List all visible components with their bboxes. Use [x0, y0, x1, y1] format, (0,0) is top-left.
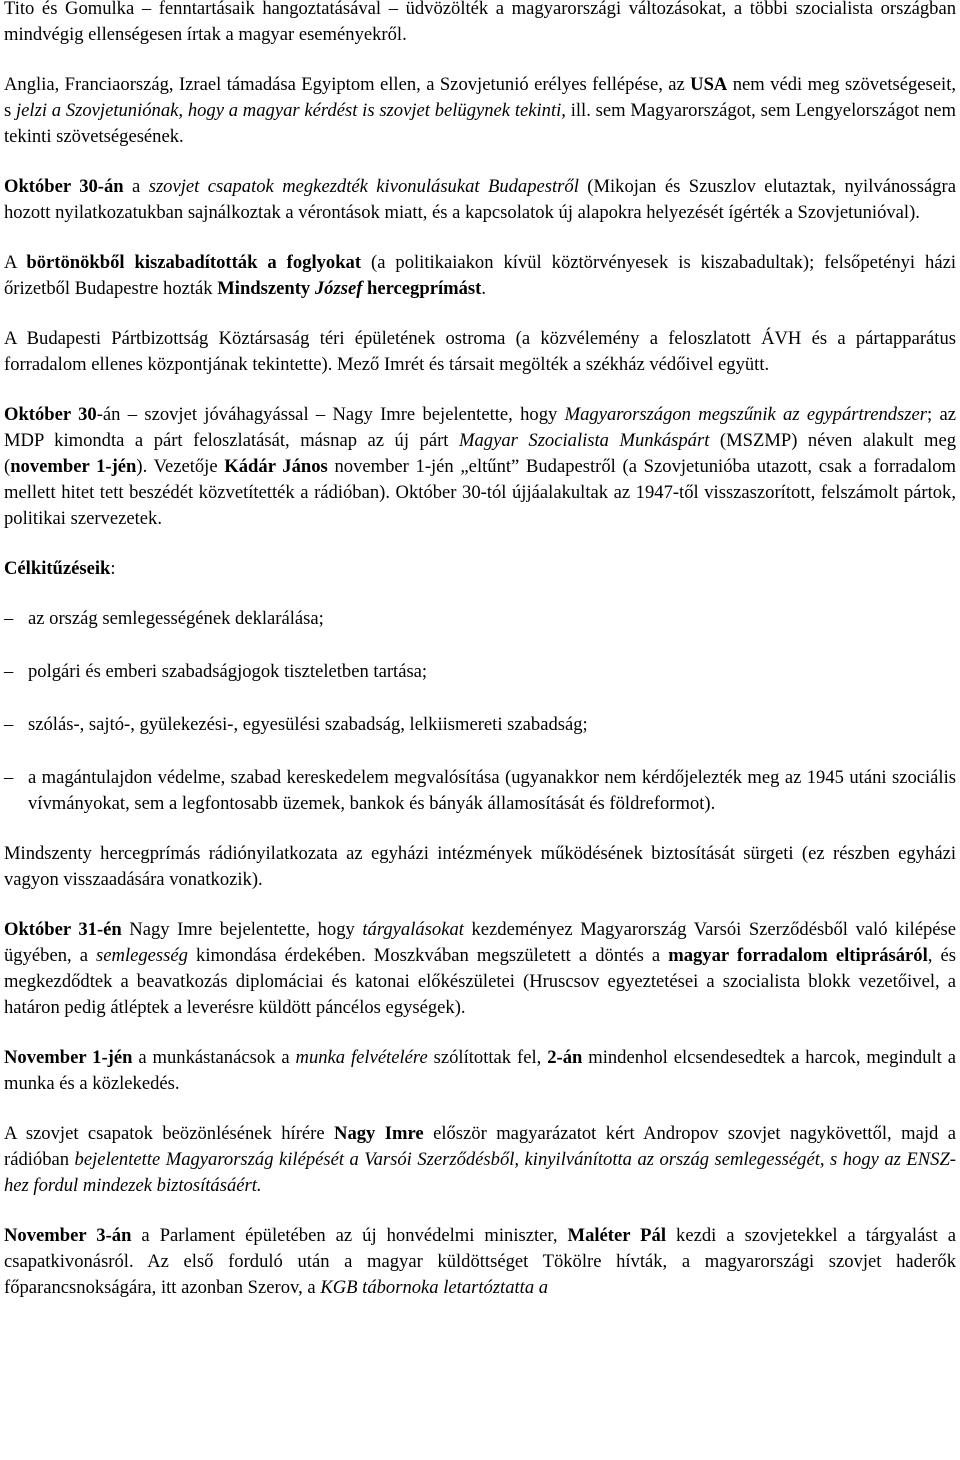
list-item	[4, 712, 956, 738]
text: november 1-jén „eltűnt” Budapestről (a Szovjetunióba utazott, csak a forradalom mellett hitet tett beszédét közvetítették a rádióban). Október 30-tól újjáalakultak az 1947-től visszaszorított, felszámolt pártok, politikai szervezetek.	[4, 456, 956, 529]
text: Mindszenty hercegprímás rádiónyilatkozata az egyházi intézmények működésének biztosítását sürgeti (ez részben egyházi vagyon visszaadására vonatkozik).	[4, 843, 956, 890]
text: kimondása érdekében. Moszkvában megszületett a döntés a	[187, 945, 669, 966]
date-heading: November 1-jén	[4, 1047, 133, 1068]
text: a Parlament épületében az új honvédelmi miniszter,	[131, 1225, 568, 1246]
text: (Mikojan és Szuszlov elutaztak, nyilvánosságra hozott nyilatkozatukban sajnálkoztak a vérontások miatt, és a kapcsolatok új alapokra helyezését ígérték a Szovjetunióval).	[4, 176, 957, 223]
bold-italic-inner: József	[314, 278, 363, 299]
paragraph-multiparty	[4, 402, 956, 532]
date-heading: November 3-án	[4, 1225, 132, 1246]
paragraph-mindszenty-radio	[4, 841, 956, 893]
bold-text: Kádár János	[224, 456, 328, 477]
italic-text: munka felvételére	[295, 1047, 428, 1068]
text: ). Vezetője	[136, 456, 225, 477]
text: mindenhol elcsendesedtek a harcok, megindult a munka és a közlekedés.	[4, 1047, 956, 1094]
list-item	[4, 765, 956, 817]
text: a munkástanácsok a	[132, 1047, 296, 1068]
text: először magyarázatot kért Andropov szovjet nagykövettől, majd a rádióban	[4, 1123, 956, 1170]
dash-bullet: –	[4, 661, 14, 682]
text: Tito és Gomulka – fenntartásaik hangoztatásával – üdvözölték a magyarországi változásokat, a többi szocialista országban mindvégig ellenségesen írtak a magyar eseményekről.	[4, 0, 956, 45]
date-heading: Október 30-án	[4, 176, 124, 197]
italic-text: bejelentette Magyarország kilépését a Varsói Szerződésből, kinyilvánította az ország semlegességét, s hogy az ENSZ-hez fordul mindezek biztosításáért.	[4, 1149, 956, 1196]
bold-text: Nagy Imre	[334, 1123, 424, 1144]
text: ; az MDP kimondta a párt feloszlatását, másnap az új párt	[4, 404, 957, 451]
text: ill. sem Magyarországot, sem Lengyelországot nem tekinti szövetségesének.	[4, 100, 957, 147]
dash-bullet: –	[4, 767, 14, 788]
list-item-text: szólás-, sajtó-, gyülekezési-, egyesülési szabadság, lelkiismereti szabadság;	[28, 714, 588, 735]
list-item-text: a magántulajdon védelme, szabad kereskedelem megvalósítása (ugyanakkor nem kérdőjelezték meg az 1945 utáni szociális vívmányokat, sem a legfontosabb üzemek, bankok és bányák államosítását és földreformot).	[28, 767, 956, 814]
text: A szovjet csapatok beözönlésének hírére	[4, 1123, 335, 1144]
paragraph-tito-gomulka	[4, 0, 956, 48]
text: kezdi a szovjetekkel a tárgyalást a csapatkivonásról. Az első forduló után a magyar küldöttséget Tökölre hívták, a magyarországi szovjet haderők főparancsnokságára, itt azonban Szerov, a	[4, 1225, 956, 1298]
bold-text: Maléter Pál	[567, 1225, 667, 1246]
text: szólítottak fel,	[427, 1047, 548, 1068]
text: (MSZMP) néven alakult meg (	[4, 430, 956, 477]
paragraph-october-30-withdrawal	[4, 174, 956, 226]
list-item-text: az ország semlegességének deklarálása;	[28, 608, 324, 629]
paragraph-soviet-invasion	[4, 1121, 956, 1199]
list-item	[4, 606, 956, 632]
bold-text: hercegprímást	[362, 278, 482, 299]
paragraph-october-31	[4, 917, 956, 1021]
text: -án – szovjet jóváhagyással – Nagy Imre bejelentette, hogy	[96, 404, 565, 425]
text: .	[481, 278, 486, 299]
italic-text: szovjet csapatok megkezdték kivonulásukat Budapestről	[148, 176, 579, 197]
text: Nagy Imre bejelentette, hogy	[121, 919, 363, 940]
paragraph-suez-crisis	[4, 72, 956, 150]
date-heading: Október 30	[4, 404, 97, 425]
bold-text: november 1-jén	[10, 456, 137, 477]
bold-text: USA	[690, 74, 728, 95]
goals-label: Célkitűzéseik	[4, 558, 111, 579]
date-heading: Október 31-én	[4, 919, 122, 940]
text: (a politikaiakon kívül köztörvényesek is kiszabadultak); felsőpetényi házi őrizetből Budapestre hozták	[4, 252, 957, 299]
italic-text: jelzi a Szovjetuniónak, hogy a magyar kérdést is szovjet belügynek tekinti,	[16, 100, 566, 121]
bold-text: magyar forradalom eltiprásáról	[668, 945, 928, 966]
paragraph-november-1	[4, 1045, 956, 1097]
dash-bullet: –	[4, 608, 14, 629]
text: , és megkezdődtek a beavatkozás diplomáciai és katonai előkészületei (Hruscsov egyeztetései a szocialista blokk vezetőivel, a határon pedig átléptek a leverésre küldött páncélos egységek).	[4, 945, 956, 1018]
paragraph-november-3	[4, 1223, 956, 1301]
italic-text: Magyarországon megszűnik az egypártrendszer	[564, 404, 928, 425]
italic-text: tárgyalásokat	[362, 919, 464, 940]
text: A	[4, 252, 27, 273]
goals-colon: :	[110, 558, 116, 579]
text: A Budapesti Pártbizottság Köztársaság téri épületének ostroma (a közvélemény a feloszlatott ÁVH és a pártapparátus forradalom ellenes központjának tekintette). Mező Imrét és társait megölték a székház védőivel együtt.	[4, 328, 956, 375]
text: nem védi meg szövetségeseit, s	[4, 74, 957, 121]
text: a	[123, 176, 149, 197]
italic-text: KGB tábornoka letartóztatta a	[320, 1277, 549, 1298]
list-item	[4, 659, 956, 685]
bold-italic-text	[315, 278, 363, 299]
bold-text: 2-án	[547, 1047, 583, 1068]
goals-heading	[4, 556, 956, 582]
bold-text: börtönökből kiszabadították a foglyokat	[26, 252, 362, 273]
paragraph-prisoners-freed	[4, 250, 956, 302]
bold-text: Mindszenty	[217, 278, 315, 299]
goals-list	[4, 606, 956, 817]
list-item-text: polgári és emberi szabadságjogok tiszteletben tartása;	[28, 661, 428, 682]
italic-text: semlegesség	[96, 945, 188, 966]
dash-bullet: –	[4, 714, 14, 735]
italic-text: Magyar Szocialista Munkáspárt	[459, 430, 710, 451]
text: Anglia, Franciaország, Izrael támadása Egyiptom ellen, a Szovjetunió erélyes fellépése, az	[4, 74, 691, 95]
paragraph-party-hq-siege	[4, 326, 956, 378]
text: kezdeményez Magyarország Varsói Szerződésből való kilépése ügyében, a	[4, 919, 956, 966]
